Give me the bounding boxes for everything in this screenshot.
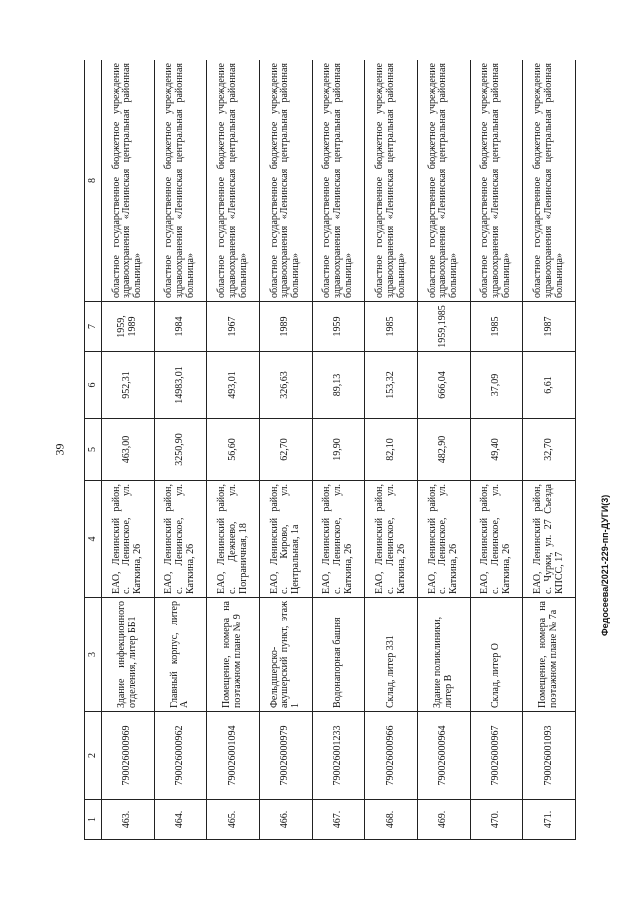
area-cell: 62,70 <box>259 419 312 481</box>
address-cell: ЕАО, Ленинский район, с. Дежнево, ул. Пограничная, 18 <box>207 481 260 598</box>
address-cell: ЕАО, Ленинский район, с. Кирово, ул. Центральная, 1а <box>259 481 312 598</box>
header-cell: 3 <box>85 598 102 712</box>
object-name-cell: Главный корпус, литер А <box>154 598 207 712</box>
area-cell: 463,00 <box>102 419 155 481</box>
cost-cell: 153,32 <box>365 352 418 419</box>
year-cell: 1967 <box>207 302 260 352</box>
table-row <box>312 60 365 840</box>
header-cell: 4 <box>85 481 102 598</box>
table-row <box>259 60 312 840</box>
table-row <box>102 60 155 840</box>
cost-cell: 89,13 <box>312 352 365 419</box>
holder-cell: областное государственное бюджетное учреждение здравоохранения «Ленинская центральная районная больница» <box>470 60 523 302</box>
holder-cell: областное государственное бюджетное учреждение здравоохранения «Ленинская центральная районная больница» <box>312 60 365 302</box>
area-cell: 3250,90 <box>154 419 207 481</box>
holder-cell: областное государственное бюджетное учреждение здравоохранения «Ленинская центральная районная больница» <box>417 60 470 302</box>
rotated-table-container <box>84 60 576 840</box>
cost-cell: 952,31 <box>102 352 155 419</box>
row-number-cell: 464. <box>154 800 207 840</box>
table-row <box>417 60 470 840</box>
row-number-cell: 470. <box>470 800 523 840</box>
table-row <box>523 60 576 840</box>
year-cell: 1987 <box>523 302 576 352</box>
registry-code-cell: 790026001233 <box>312 712 365 800</box>
header-cell: 1 <box>85 800 102 840</box>
object-name-cell: Здание инфекционного отделения, литер ББ1 <box>102 598 155 712</box>
row-number-cell: 467. <box>312 800 365 840</box>
holder-cell: областное государственное бюджетное учреждение здравоохранения «Ленинская центральная районная больница» <box>154 60 207 302</box>
registry-code-cell: 790026000979 <box>259 712 312 800</box>
registry-code-cell: 790026000964 <box>417 712 470 800</box>
header-cell: 8 <box>85 60 102 302</box>
holder-cell: областное государственное бюджетное учреждение здравоохранения «Ленинская центральная районная больница» <box>259 60 312 302</box>
table-header-row <box>85 60 102 840</box>
object-name-cell: Помещение, номера на поэтажном плане № 9 <box>207 598 260 712</box>
object-name-cell: Здание поликлиники, литер В <box>417 598 470 712</box>
area-cell: 49,40 <box>470 419 523 481</box>
registry-code-cell: 790026000969 <box>102 712 155 800</box>
registry-code-cell: 790026001094 <box>207 712 260 800</box>
header-cell: 2 <box>85 712 102 800</box>
holder-cell: областное государственное бюджетное учреждение здравоохранения «Ленинская центральная районная больница» <box>365 60 418 302</box>
table-row <box>470 60 523 840</box>
object-name-cell: Водонапорная башня <box>312 598 365 712</box>
header-cell: 6 <box>85 352 102 419</box>
address-cell: ЕАО, Ленинский район, с. Чурки, ул. 27 Съезда КПСС, 17 <box>523 481 576 598</box>
area-cell: 56,60 <box>207 419 260 481</box>
table-row <box>154 60 207 840</box>
year-cell: 1985 <box>470 302 523 352</box>
table-row <box>365 60 418 840</box>
property-table <box>84 60 576 840</box>
table-row <box>207 60 260 840</box>
registry-code-cell: 790026001093 <box>523 712 576 800</box>
cost-cell: 37,09 <box>470 352 523 419</box>
row-number-cell: 466. <box>259 800 312 840</box>
year-cell: 1959 <box>312 302 365 352</box>
object-name-cell: Фельдшерско-акушерский пункт, этаж 1 <box>259 598 312 712</box>
address-cell: ЕАО, Ленинский район, с. Ленинское, ул. Каткина, 26 <box>470 481 523 598</box>
object-name-cell: Помещение, номера на поэтажном плане № 7а <box>523 598 576 712</box>
address-cell: ЕАО, Ленинский район, с. Ленинское, ул. Каткина, 26 <box>417 481 470 598</box>
header-cell: 7 <box>85 302 102 352</box>
row-number-cell: 465. <box>207 800 260 840</box>
cost-cell: 666,04 <box>417 352 470 419</box>
header-cell: 5 <box>85 419 102 481</box>
cost-cell: 14983,01 <box>154 352 207 419</box>
year-cell: 1959, 1989 <box>102 302 155 352</box>
row-number-cell: 469. <box>417 800 470 840</box>
registry-code-cell: 790026000967 <box>470 712 523 800</box>
address-cell: ЕАО, Ленинский район, с. Ленинское, ул. Каткина, 26 <box>102 481 155 598</box>
cost-cell: 493,01 <box>207 352 260 419</box>
area-cell: 82,10 <box>365 419 418 481</box>
holder-cell: областное государственное бюджетное учреждение здравоохранения «Ленинская центральная районная больница» <box>102 60 155 302</box>
object-name-cell: Склад, литер О <box>470 598 523 712</box>
object-name-cell: Склад, литер 331 <box>365 598 418 712</box>
year-cell: 1984 <box>154 302 207 352</box>
area-cell: 32,70 <box>523 419 576 481</box>
registry-code-cell: 790026000966 <box>365 712 418 800</box>
document-footer-reference: Федосеева/2021-229-пп-ДУГИ(3) <box>600 494 610 636</box>
address-cell: ЕАО, Ленинский район, с. Ленинское, ул. Каткина, 26 <box>312 481 365 598</box>
row-number-cell: 463. <box>102 800 155 840</box>
year-cell: 1985 <box>365 302 418 352</box>
cost-cell: 326,63 <box>259 352 312 419</box>
area-cell: 482,90 <box>417 419 470 481</box>
rotated-content <box>84 60 576 840</box>
address-cell: ЕАО, Ленинский район, с. Ленинское, ул. Каткина, 26 <box>365 481 418 598</box>
page-number: 39 <box>52 443 67 456</box>
address-cell: ЕАО, Ленинский район, с. Ленинское, ул. Каткина, 26 <box>154 481 207 598</box>
holder-cell: областное государственное бюджетное учреждение здравоохранения «Ленинская центральная районная больница» <box>523 60 576 302</box>
holder-cell: областное государственное бюджетное учреждение здравоохранения «Ленинская центральная районная больница» <box>207 60 260 302</box>
area-cell: 19,90 <box>312 419 365 481</box>
row-number-cell: 468. <box>365 800 418 840</box>
row-number-cell: 471. <box>523 800 576 840</box>
year-cell: 1989 <box>259 302 312 352</box>
registry-code-cell: 790026000962 <box>154 712 207 800</box>
year-cell: 1959,1985 <box>417 302 470 352</box>
cost-cell: 6,61 <box>523 352 576 419</box>
